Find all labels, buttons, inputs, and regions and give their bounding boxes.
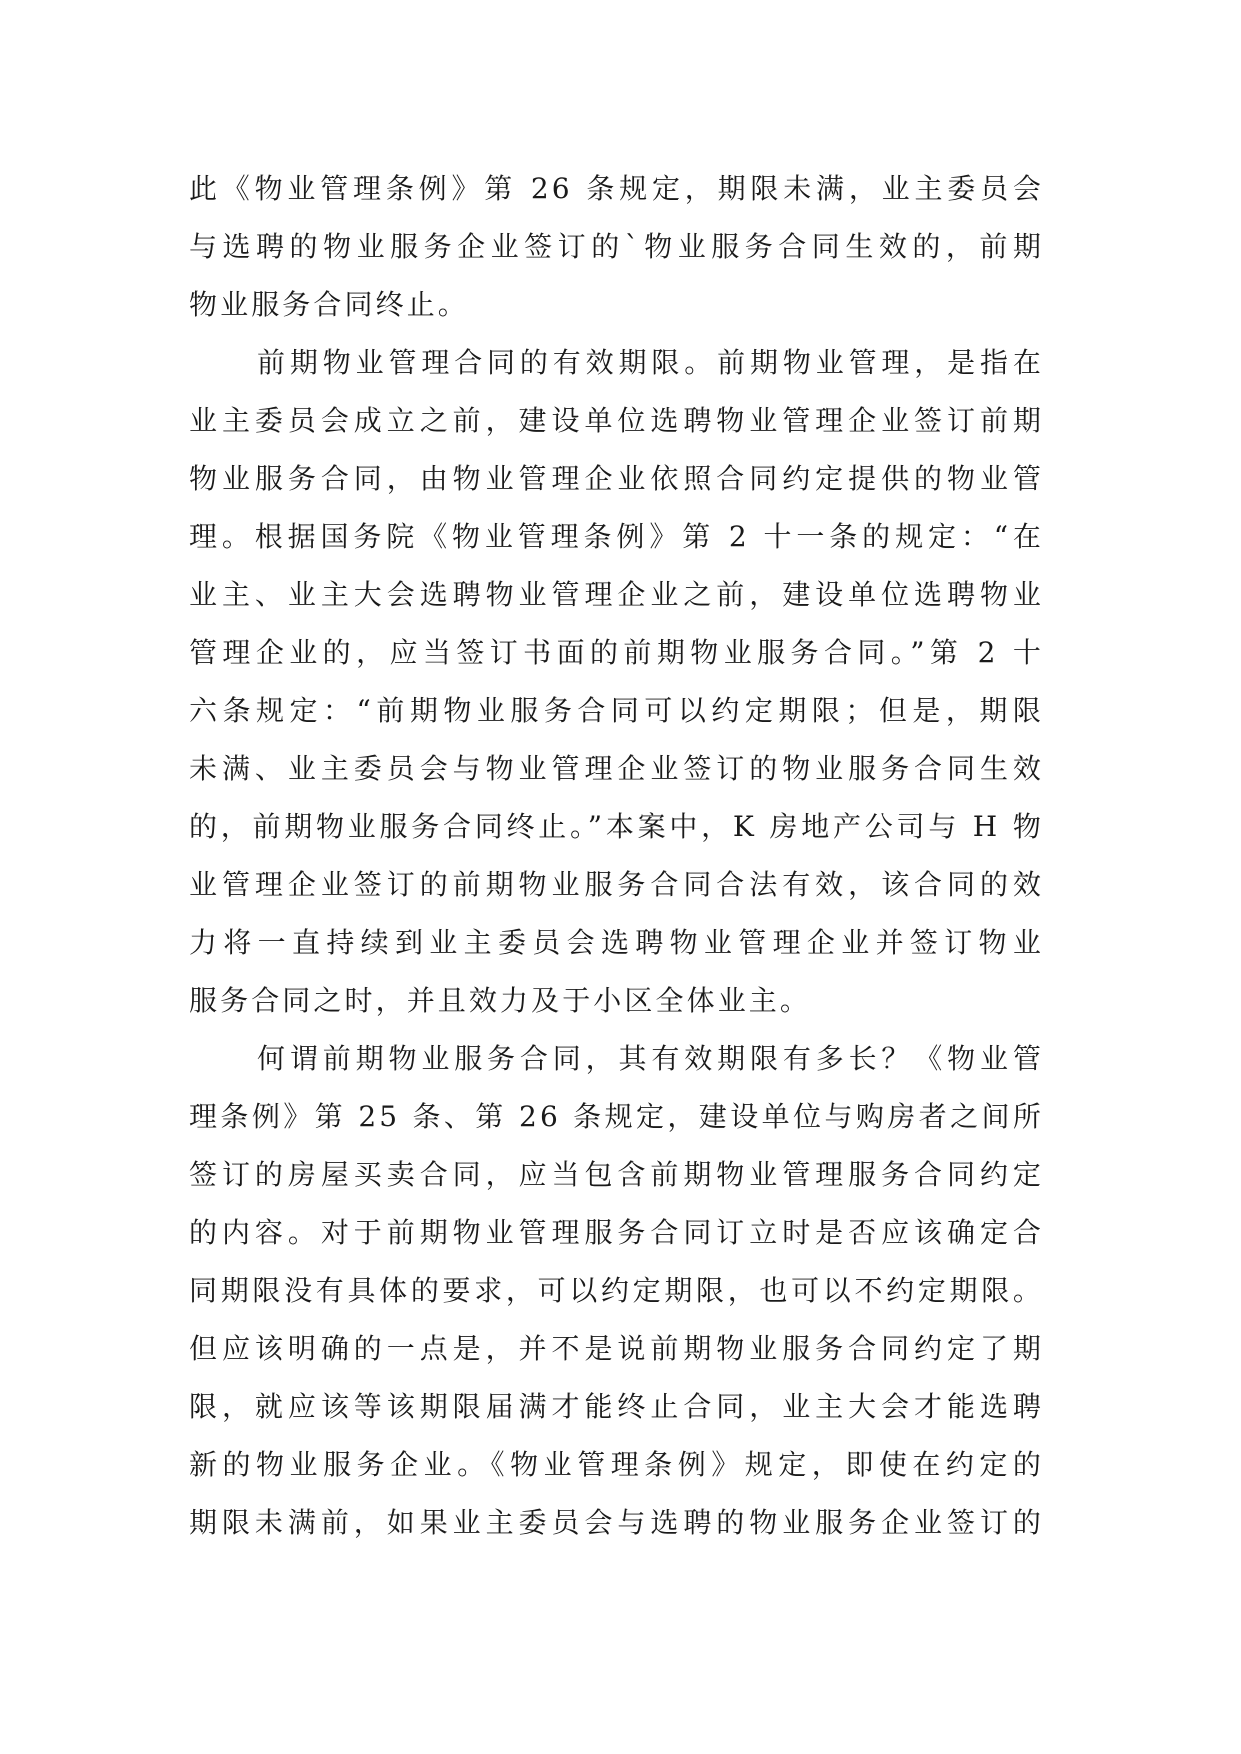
text-line: 服务合同之时，并且效力及于小区全体业主。 [189,984,812,1017]
text-line: 此《物业管理条例》第 26 条规定，期限未满，业主委员会 [189,172,1044,205]
text-line: 理条例》第 25 条、第 26 条规定，建设单位与购房者之间所 [189,1100,1044,1133]
text-line: 与选聘的物业服务企业签订的`物业服务合同生效的，前期 [189,230,1044,263]
text-line: 业主委员会成立之前，建设单位选聘物业管理企业签订前期 [189,404,1044,437]
text-line: 期限未满前，如果业主委员会与选聘的物业服务企业签订的 [189,1506,1044,1539]
text-line: 的内容。对于前期物业管理服务合同订立时是否应该确定合 [189,1216,1044,1249]
text-line: 的，前期物业服务合同终止。”本案中，K 房地产公司与 H 物 [189,810,1044,843]
text-line: 理。根据国务院《物业管理条例》第 2 十一条的规定：“在 [189,520,1044,553]
text-line: 但应该明确的一点是，并不是说前期物业服务合同约定了期 [189,1332,1044,1365]
text-line: 力将一直持续到业主委员会选聘物业管理企业并签订物业 [189,926,1044,959]
text-line: 同期限没有具体的要求，可以约定期限，也可以不约定期限。 [189,1274,1044,1307]
text-line: 前期物业管理合同的有效期限。前期物业管理，是指在 [257,346,1044,379]
text-line: 签订的房屋买卖合同，应当包含前期物业管理服务合同约定 [189,1158,1044,1191]
paragraph-1 [189,160,1044,334]
text-line: 业管理企业签订的前期物业服务合同合法有效，该合同的效 [189,868,1044,901]
document-body [189,160,1044,1552]
text-line: 六条规定：“前期物业服务合同可以约定期限；但是，期限 [189,694,1044,727]
text-line: 何谓前期物业服务合同，其有效期限有多长？《物业管 [257,1042,1044,1075]
text-line: 限，就应该等该期限届满才能终止合同，业主大会才能选聘 [189,1390,1044,1423]
text-line: 未满、业主委员会与物业管理企业签订的物业服务合同生效 [189,752,1044,785]
text-line: 新的物业服务企业。《物业管理条例》规定，即使在约定的 [189,1448,1044,1481]
paragraph-3 [189,1030,1044,1552]
paragraph-2 [189,334,1044,1030]
text-line: 物业服务合同终止。 [189,288,469,321]
text-line: 业主、业主大会选聘物业管理企业之前，建设单位选聘物业 [189,578,1044,611]
text-line: 管理企业的，应当签订书面的前期物业服务合同。”第 2 十 [189,636,1044,669]
text-line: 物业服务合同，由物业管理企业依照合同约定提供的物业管 [189,462,1044,495]
